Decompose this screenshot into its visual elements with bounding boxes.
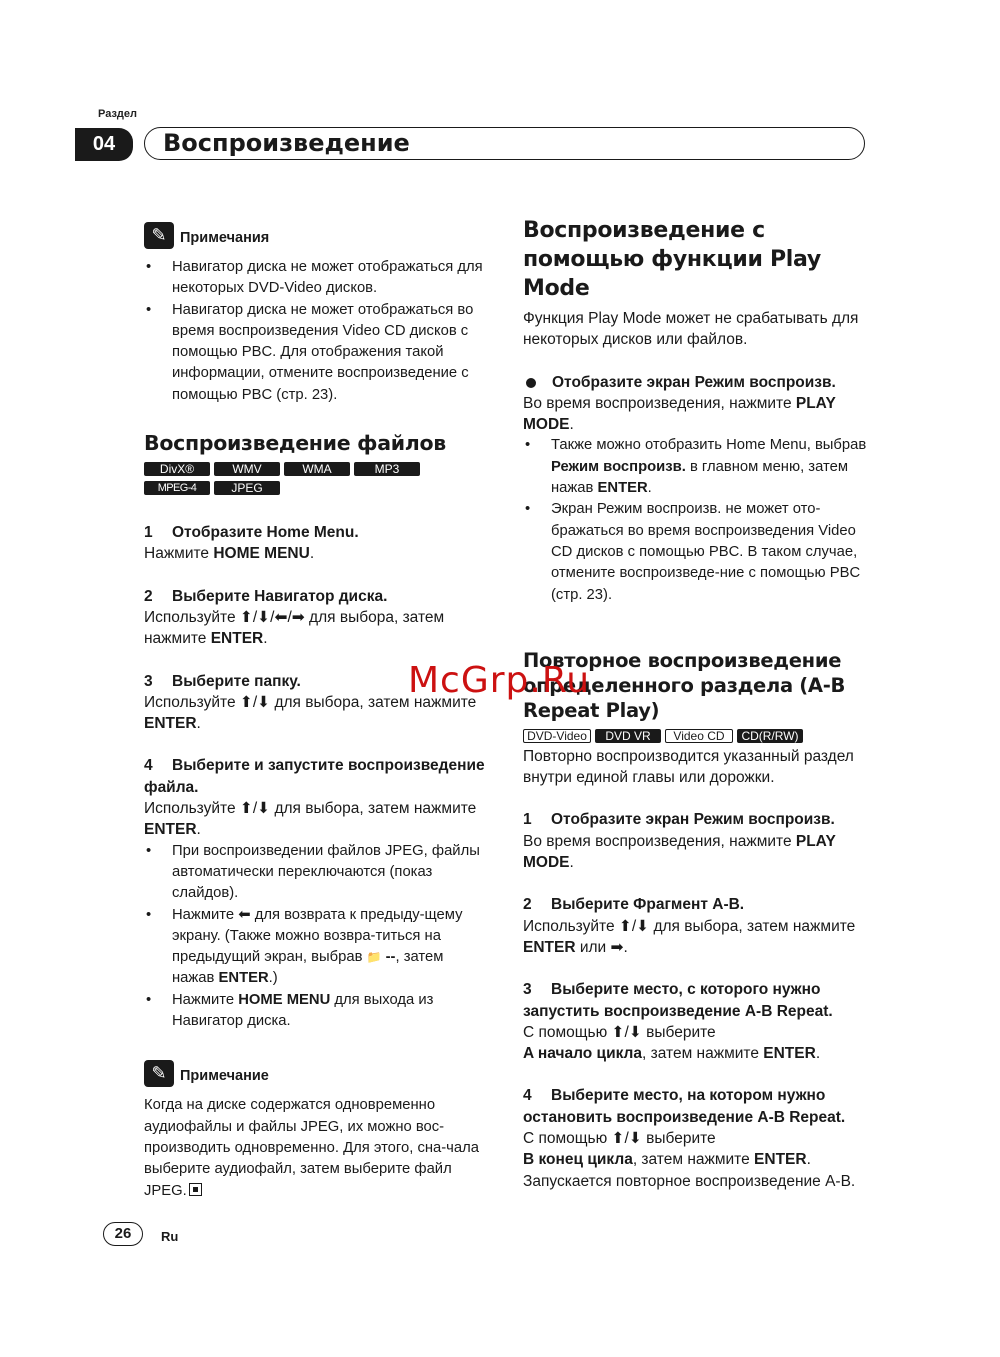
format-badge: JPEG xyxy=(214,481,280,495)
pencil-icon: ✎ xyxy=(144,222,174,249)
step-title: Отобразите экран Режим воспроизв. xyxy=(523,372,871,393)
step-2 xyxy=(144,586,489,650)
format-badge: MPEG-4 AAC xyxy=(144,481,210,495)
list-item: • При воспроизведении файлов JPEG, файлы автоматически переключаются (показ слайдов). xyxy=(144,841,489,905)
note-title: Примечание xyxy=(180,1068,269,1085)
step-4 xyxy=(523,1085,871,1191)
step-text: С помощью ⬆/⬇ выберите B конец цикла, затем нажмите ENTER. Запускается повторное воспроизведение A-B. xyxy=(523,1130,856,1190)
section-number: 04 xyxy=(75,128,133,161)
step-title: 1 Отобразите экран Режим воспроизв. xyxy=(523,811,835,829)
pencil-icon: ✎ xyxy=(144,1060,174,1087)
section-label: Раздел xyxy=(98,108,137,120)
step-title: 1 Отобразите Home Menu. xyxy=(144,524,359,542)
step-title: 2 Выберите Фрагмент A-B. xyxy=(523,896,745,914)
step-title: 3 Выберите место, с которого нужно запустить воспроизведение A-B Repeat. xyxy=(523,981,833,1020)
note-text: Когда на диске содержатся одновременно аудиофайлы и файлы JPEG, их можно вос-производить одновременно. Для этого, сна-чала выберите аудиофайл, затем выберите файл JPEG. xyxy=(144,1097,479,1199)
step-text: С помощью ⬆/⬇ выберите A начало цикла, затем нажмите ENTER. xyxy=(523,1023,821,1063)
step-text: Используйте ⬆/⬇ для выбора, затем нажмите ENTER. xyxy=(144,800,477,839)
folder-icon: 📁 xyxy=(366,950,382,965)
step-title: 4 Выберите и запустите воспроизведение файла. xyxy=(144,757,485,796)
list-item: • Нажмите HOME MENU для выхода из Навигатор диска. xyxy=(144,990,489,1033)
step-text: Используйте ⬆/⬇/⬅/➡ для выбора, затем нажмите ENTER. xyxy=(144,608,445,648)
language-label: Ru xyxy=(161,1229,179,1244)
step-title: 3 Выберите папку. xyxy=(144,672,301,690)
end-mark-icon xyxy=(189,1183,202,1196)
playmode-heading: Воспроизведение с помощью функции Play Mode xyxy=(523,218,821,301)
ab-heading: Повторное воспроизведение определенного раздела (A-B Repeat Play) xyxy=(523,648,846,722)
playmode-step xyxy=(523,372,871,606)
page-number: 26 xyxy=(103,1222,143,1246)
step-2 xyxy=(523,894,871,958)
disc-badge: Video CD xyxy=(665,729,733,743)
step-bullets xyxy=(523,435,871,605)
step-title: 2 Выберите Навигатор диска. xyxy=(144,587,388,605)
ab-intro: Повторно воспроизводится указанный раздел внутри единой главы или дорожки. xyxy=(523,747,854,787)
list-item: • Навигатор диска не может отображаться для некоторых DVD-Video дисков. xyxy=(144,257,489,300)
list-item: • Навигатор диска не может отображаться во время воспроизведения Video CD дисков с помощью PBC. Для отображения такой информации, отмените воспроизведение с помощью PBC (стр. 23). xyxy=(144,300,489,406)
list-item: • Нажмите ⬅ для возврата к предыду-щему экрану. (Также можно возвра-титься на предыдущий экран, выбрав 📁 --, затем нажав ENTER.) xyxy=(144,905,489,990)
format-badge: WMV xyxy=(214,462,280,476)
step-text: Во время воспроизведения, нажмите PLAY MODE. xyxy=(523,832,836,872)
disc-badge: CD(R/RW) xyxy=(737,729,803,743)
note-title: Примечания xyxy=(180,229,270,246)
right-column xyxy=(523,216,871,1192)
format-badge: WMA xyxy=(284,462,350,476)
left-column xyxy=(144,222,489,1202)
step-text: Во время воспроизведения, нажмите PLAY MODE. xyxy=(523,394,836,434)
step-1 xyxy=(523,809,871,873)
playmode-intro: Функция Play Mode может не срабатывать для некоторых дисков или файлов. xyxy=(523,310,859,349)
step-title: 4 Выберите место, на котором нужно остановить воспроизведение A-B Repeat. xyxy=(523,1087,846,1126)
step-text: Нажмите HOME MENU. xyxy=(144,545,315,563)
format-badge: DivX® xyxy=(144,462,210,476)
files-heading: Воспроизведение файлов xyxy=(144,431,446,456)
page-title: Воспроизведение xyxy=(144,127,865,160)
step-3 xyxy=(523,979,871,1064)
step-text: Используйте ⬆/⬇ для выбора, затем нажмите ENTER. xyxy=(144,693,477,733)
disc-badge: DVD-Video xyxy=(523,729,591,743)
disc-badge: DVD VR xyxy=(595,729,661,743)
note-header xyxy=(144,222,489,249)
step-4 xyxy=(144,755,489,1032)
format-badge: MP3 xyxy=(354,462,420,476)
step-1 xyxy=(144,522,489,565)
watermark: McGrp.Ru xyxy=(408,660,591,701)
list-item: • Также можно отобразить Home Menu, выбрав Режим воспроизв. в главном меню, затем нажав ENTER. xyxy=(523,435,871,499)
step-bullets xyxy=(144,841,489,1033)
format-badges xyxy=(144,462,489,509)
step-text: Используйте ⬆/⬇ для выбора, затем нажмите ENTER или ➡. xyxy=(523,917,856,956)
list-item: • Экран Режим воспроизв. не может ото-бражаться во время воспроизведения Video CD дисков с помощью PBC. В таком случае, отмените воспроизведе-ние с помощью PBC (стр. 23). xyxy=(523,499,871,605)
note-header xyxy=(144,1060,489,1087)
note-list xyxy=(144,257,489,406)
disc-badges xyxy=(523,729,871,743)
